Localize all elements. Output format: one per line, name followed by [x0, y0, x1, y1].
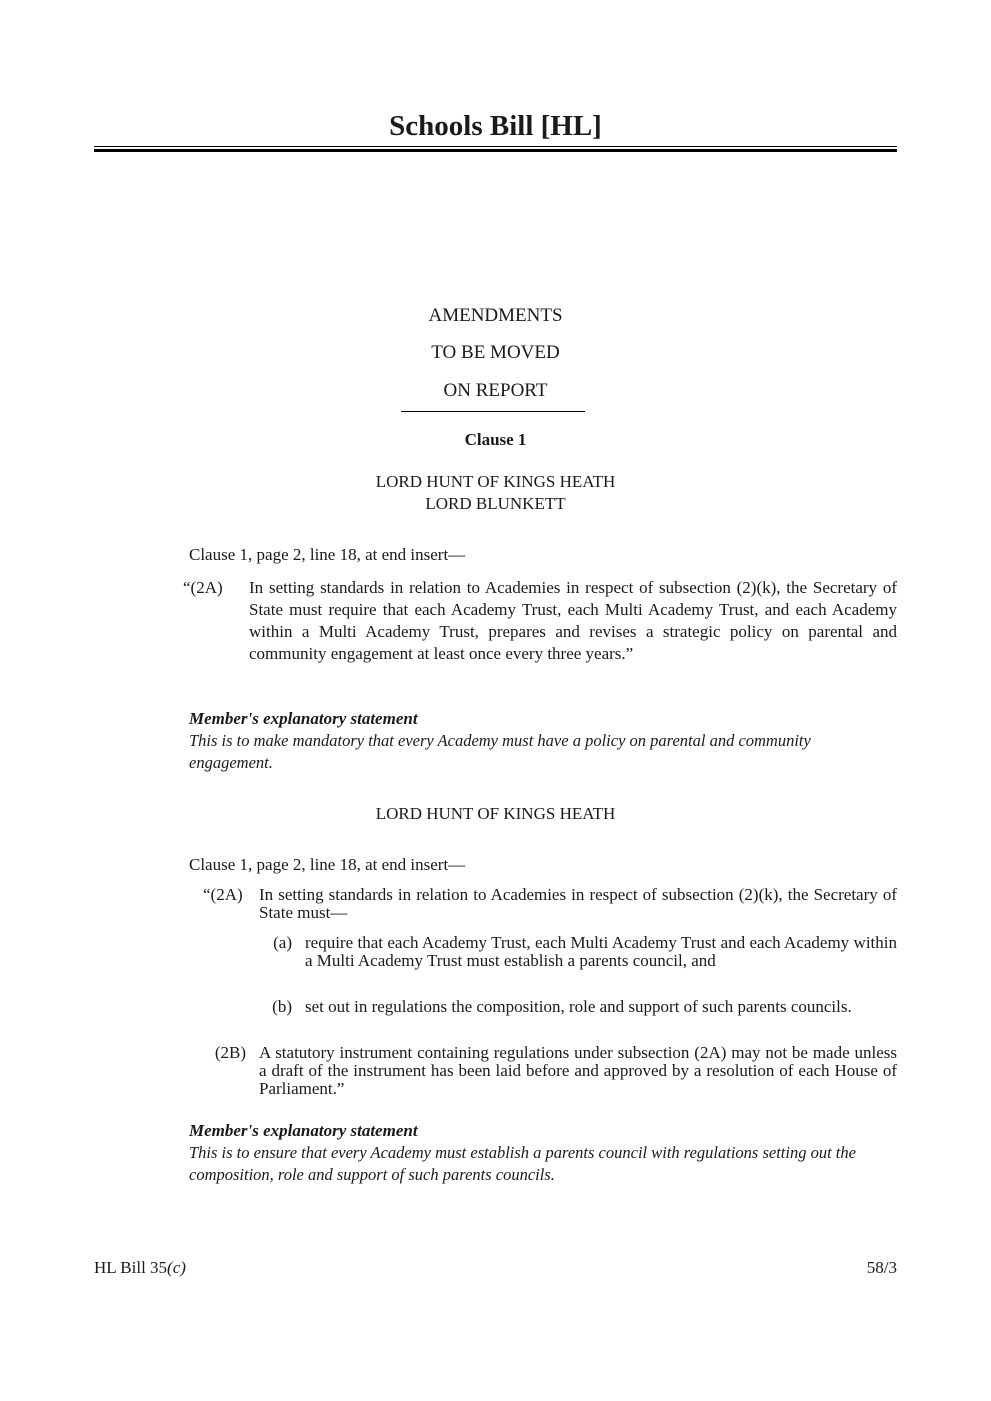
- explanatory-statement-text: This is to make mandatory that every Academy must have a policy on parental and community engagement.: [189, 731, 811, 772]
- clause-heading: Clause 1: [464, 430, 527, 449]
- paragraph-label: (2B): [214, 1043, 246, 1062]
- page-reference: 58/3: [866, 1258, 897, 1277]
- bill-reference: [94, 1257, 186, 1279]
- paragraph-text: In setting standards in relation to Academies in respect of subsection (2)(k), the Secretary of State must—: [259, 885, 897, 922]
- paragraph-label: “(2A): [183, 578, 223, 597]
- title-rule-thick: [94, 149, 897, 152]
- paragraph-text: A statutory instrument containing regulations under subsection (2A) may not be made unless a draft of the instrument has been laid before and approved by a resolution of each House of Parliament.”: [259, 1043, 897, 1098]
- heading-rule: [401, 411, 585, 412]
- bill-reference-number: HL Bill 35: [94, 1258, 168, 1277]
- amendment-instruction: Clause 1, page 2, line 18, at end insert—: [189, 545, 466, 564]
- sponsor-name: LORD HUNT OF KINGS HEATH: [375, 472, 616, 491]
- subparagraph-text: require that each Academy Trust, each Multi Academy Trust and each Academy within a Multi Academy Trust must establish a parents council, and: [305, 933, 897, 970]
- heading-amendments: AMENDMENTS: [428, 305, 563, 326]
- explanatory-statement-heading: Member's explanatory statement: [189, 1121, 418, 1140]
- title-rule-thin: [94, 146, 897, 147]
- subparagraph-label: (b): [272, 997, 292, 1016]
- subparagraph-label: (a): [273, 933, 292, 952]
- sponsor-name: LORD HUNT OF KINGS HEATH: [375, 804, 616, 823]
- explanatory-statement-text: This is to ensure that every Academy must establish a parents council with regulations setting out the composition, role and support of such parents councils.: [189, 1143, 856, 1184]
- bill-reference-suffix: (c): [167, 1258, 186, 1277]
- heading-on-report: ON REPORT: [443, 380, 548, 401]
- document-title: Schools Bill [HL]: [389, 110, 602, 142]
- heading-to-be-moved: TO BE MOVED: [431, 342, 560, 363]
- paragraph-text: In setting standards in relation to Academies in respect of subsection (2)(k), the Secretary of State must require that each Academy Trust, each Multi Academy Trust, and each Academy within a Multi Academy Trust, prepares and revises a strategic policy on parental and community engagement at least once every three years.”: [249, 578, 897, 663]
- paragraph-label: “(2A): [203, 885, 243, 904]
- amendment-instruction: Clause 1, page 2, line 18, at end insert—: [189, 855, 466, 874]
- subparagraph-text: set out in regulations the composition, role and support of such parents councils.: [305, 997, 852, 1016]
- sponsor-name: LORD BLUNKETT: [425, 494, 566, 513]
- explanatory-statement-heading: Member's explanatory statement: [189, 709, 418, 728]
